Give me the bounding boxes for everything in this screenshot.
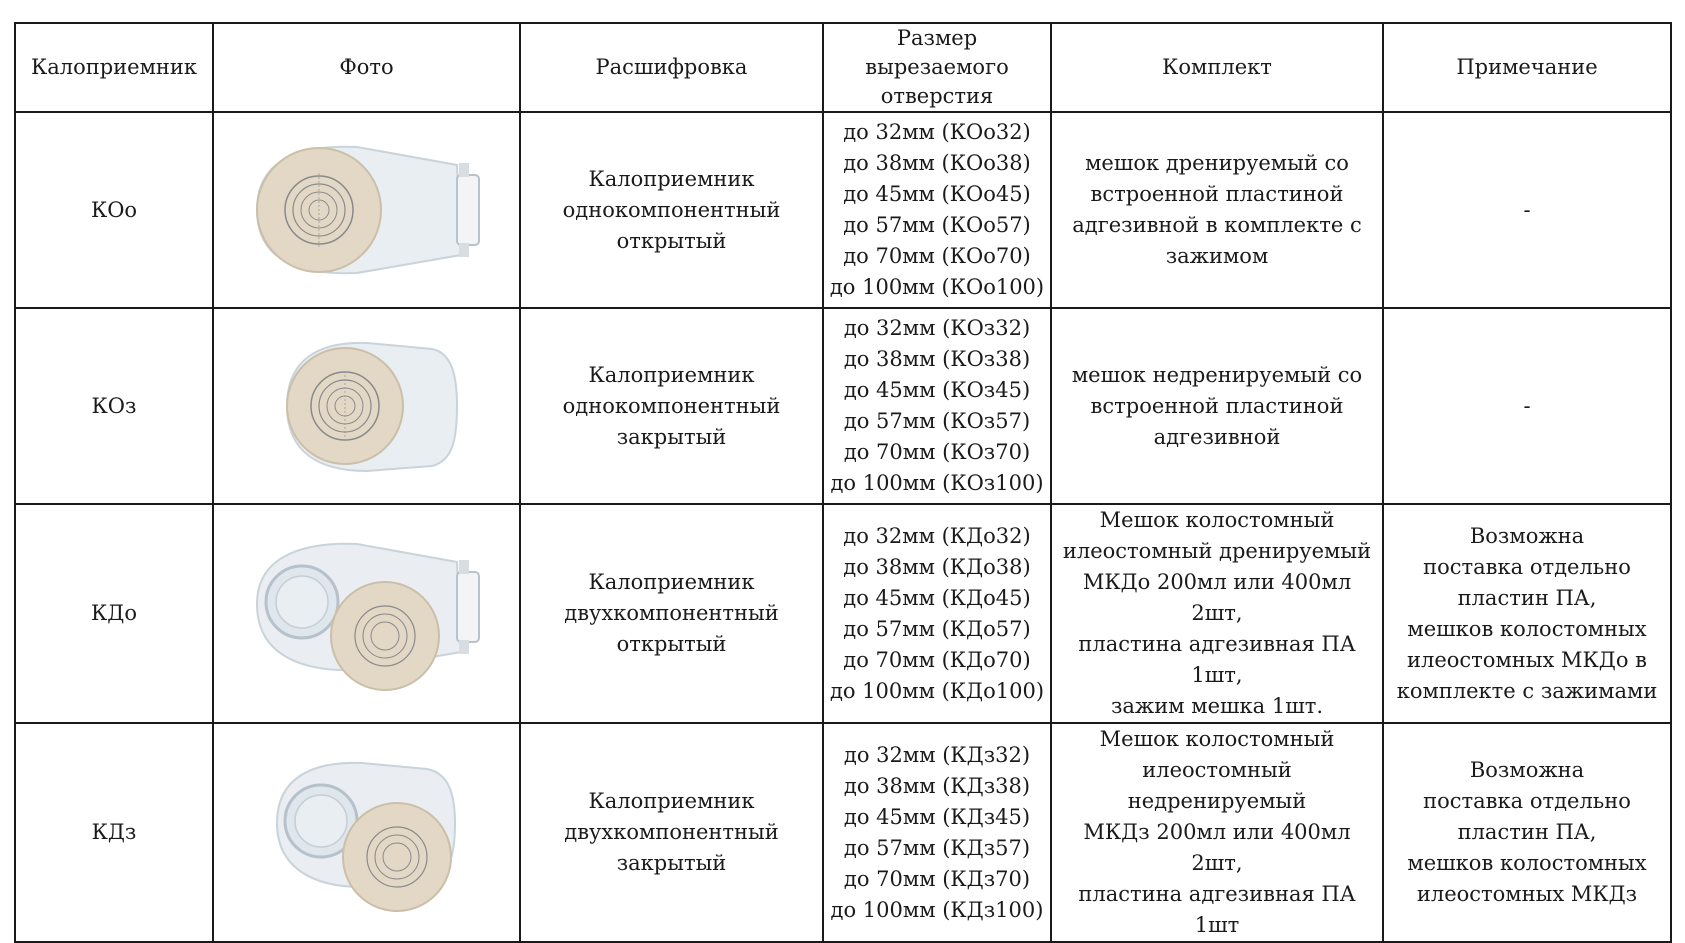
table-header-row bbox=[15, 23, 1671, 112]
note-line: комплекте с зажимами bbox=[1396, 678, 1658, 703]
row-note bbox=[1383, 504, 1671, 723]
size-line: до 57мм (КОо57) bbox=[843, 213, 1031, 237]
desc-line: двухкомпонентный bbox=[564, 820, 779, 844]
table-row bbox=[15, 723, 1671, 942]
kit-line: илеостомный дренируемый bbox=[1062, 539, 1372, 563]
header-name: Калоприемник bbox=[15, 23, 213, 112]
desc-line: однокомпонентный bbox=[562, 197, 781, 222]
row-sizes bbox=[823, 112, 1051, 308]
row-code: КОо bbox=[15, 112, 213, 308]
kit-line: встроенной пластиной bbox=[1090, 182, 1344, 206]
one-piece-drainable-pouch-icon bbox=[247, 135, 487, 285]
kit-line: илеостомный недренируемый bbox=[1127, 758, 1307, 813]
ostomy-bag-spec-table bbox=[14, 22, 1672, 943]
row-note bbox=[1383, 723, 1671, 942]
note-line: - bbox=[1523, 197, 1531, 222]
size-line: до 57мм (КДз57) bbox=[843, 835, 1031, 860]
note-line: - bbox=[1523, 393, 1531, 418]
header-size: Размер вырезаемого отверстия bbox=[823, 23, 1051, 112]
desc-line: Калоприемник bbox=[588, 166, 755, 191]
row-code: КДз bbox=[15, 723, 213, 942]
row-note bbox=[1383, 112, 1671, 308]
note-line: Возможна bbox=[1469, 758, 1585, 782]
row-sizes bbox=[823, 308, 1051, 504]
size-line: до 100мм (КДз100) bbox=[830, 897, 1044, 922]
size-line: до 70мм (КОз70) bbox=[843, 440, 1031, 464]
note-line: Возможна bbox=[1469, 523, 1585, 548]
size-line: до 32мм (КОо32) bbox=[843, 120, 1031, 144]
kit-line: адгезивной bbox=[1153, 424, 1281, 449]
kit-line: зажим мешка 1шт. bbox=[1110, 694, 1324, 718]
kit-line: мешок недренируемый со bbox=[1071, 362, 1363, 387]
size-line: до 100мм (КОо100) bbox=[829, 275, 1045, 299]
kit-line: пластина адгезивная ПА 1шт bbox=[1078, 882, 1356, 937]
row-desc bbox=[520, 504, 823, 723]
note-line: илеостомных МКДо в bbox=[1407, 647, 1647, 672]
table-row bbox=[15, 112, 1671, 308]
kit-line: МКДз 200мл или 400мл 2шт, bbox=[1083, 820, 1351, 875]
row-photo bbox=[213, 112, 520, 308]
kit-line: встроенной пластиной bbox=[1090, 393, 1344, 418]
size-line: до 70мм (КДо70) bbox=[843, 647, 1031, 672]
desc-line: Калоприемник bbox=[588, 362, 755, 387]
desc-line: открытый bbox=[616, 228, 727, 253]
table-row bbox=[15, 504, 1671, 723]
size-line: до 70мм (КДз70) bbox=[843, 866, 1031, 891]
size-line: до 100мм (КОз100) bbox=[830, 471, 1044, 495]
one-piece-closed-pouch-icon bbox=[247, 331, 487, 481]
row-code: КОз bbox=[15, 308, 213, 504]
note-line: поставка отдельно bbox=[1423, 554, 1631, 579]
row-kit bbox=[1051, 308, 1383, 504]
two-piece-closed-pouch-icon bbox=[247, 753, 487, 913]
desc-line: Калоприемник bbox=[588, 789, 755, 813]
row-photo bbox=[213, 723, 520, 942]
row-note bbox=[1383, 308, 1671, 504]
row-photo bbox=[213, 504, 520, 723]
size-line: до 45мм (КДз45) bbox=[843, 804, 1031, 829]
note-line: поставка отдельно bbox=[1423, 789, 1631, 813]
size-line: до 32мм (КДз32) bbox=[843, 742, 1031, 767]
header-photo: Фото bbox=[213, 23, 520, 112]
size-line: до 70мм (КОо70) bbox=[843, 244, 1031, 268]
size-line: до 57мм (КОз57) bbox=[843, 409, 1031, 433]
desc-line: закрытый bbox=[616, 424, 727, 449]
note-line: мешков колостомных bbox=[1407, 616, 1647, 641]
size-line: до 38мм (КДо38) bbox=[843, 554, 1031, 579]
row-desc bbox=[520, 308, 823, 504]
header-kit: Комплект bbox=[1051, 23, 1383, 112]
desc-line: закрытый bbox=[616, 851, 727, 875]
size-line: до 100мм (КДо100) bbox=[829, 678, 1045, 703]
row-desc bbox=[520, 723, 823, 942]
size-line: до 38мм (КДз38) bbox=[843, 773, 1031, 798]
two-piece-drainable-pouch-icon bbox=[247, 534, 487, 694]
size-line: до 45мм (КОо45) bbox=[843, 182, 1031, 206]
row-photo bbox=[213, 308, 520, 504]
row-kit bbox=[1051, 723, 1383, 942]
kit-line: пластина адгезивная ПА 1шт, bbox=[1078, 632, 1356, 687]
row-sizes bbox=[823, 723, 1051, 942]
size-line: до 32мм (КДо32) bbox=[843, 523, 1031, 548]
kit-line: Мешок колостомный bbox=[1099, 727, 1335, 751]
row-desc bbox=[520, 112, 823, 308]
size-line: до 45мм (КОз45) bbox=[843, 378, 1031, 402]
size-line: до 32мм (КОз32) bbox=[843, 316, 1031, 340]
kit-line: адгезивной в комплекте с bbox=[1072, 213, 1362, 237]
header-desc: Расшифровка bbox=[520, 23, 823, 112]
kit-line: МКДо 200мл или 400мл 2шт, bbox=[1082, 570, 1352, 625]
size-line: до 38мм (КОз38) bbox=[843, 347, 1031, 371]
kit-line: Мешок колостомный bbox=[1099, 508, 1335, 532]
desc-line: Калоприемник bbox=[588, 570, 755, 594]
row-code: КДо bbox=[15, 504, 213, 723]
row-sizes bbox=[823, 504, 1051, 723]
kit-line: мешок дренируемый со bbox=[1085, 151, 1349, 175]
kit-line: зажимом bbox=[1165, 244, 1269, 268]
header-note: Примечание bbox=[1383, 23, 1671, 112]
row-kit bbox=[1051, 112, 1383, 308]
size-line: до 45мм (КДо45) bbox=[843, 585, 1031, 610]
desc-line: двухкомпонентный bbox=[564, 601, 779, 625]
row-kit bbox=[1051, 504, 1383, 723]
size-line: до 38мм (КОо38) bbox=[843, 151, 1031, 175]
note-line: мешков колостомных bbox=[1407, 851, 1647, 875]
desc-line: однокомпонентный bbox=[562, 393, 781, 418]
table-row bbox=[15, 308, 1671, 504]
note-line: илеостомных МКДз bbox=[1416, 882, 1638, 906]
size-line: до 57мм (КДо57) bbox=[843, 616, 1031, 641]
desc-line: открытый bbox=[616, 632, 727, 656]
note-line: пластин ПА, bbox=[1457, 820, 1597, 844]
note-line: пластин ПА, bbox=[1457, 585, 1597, 610]
